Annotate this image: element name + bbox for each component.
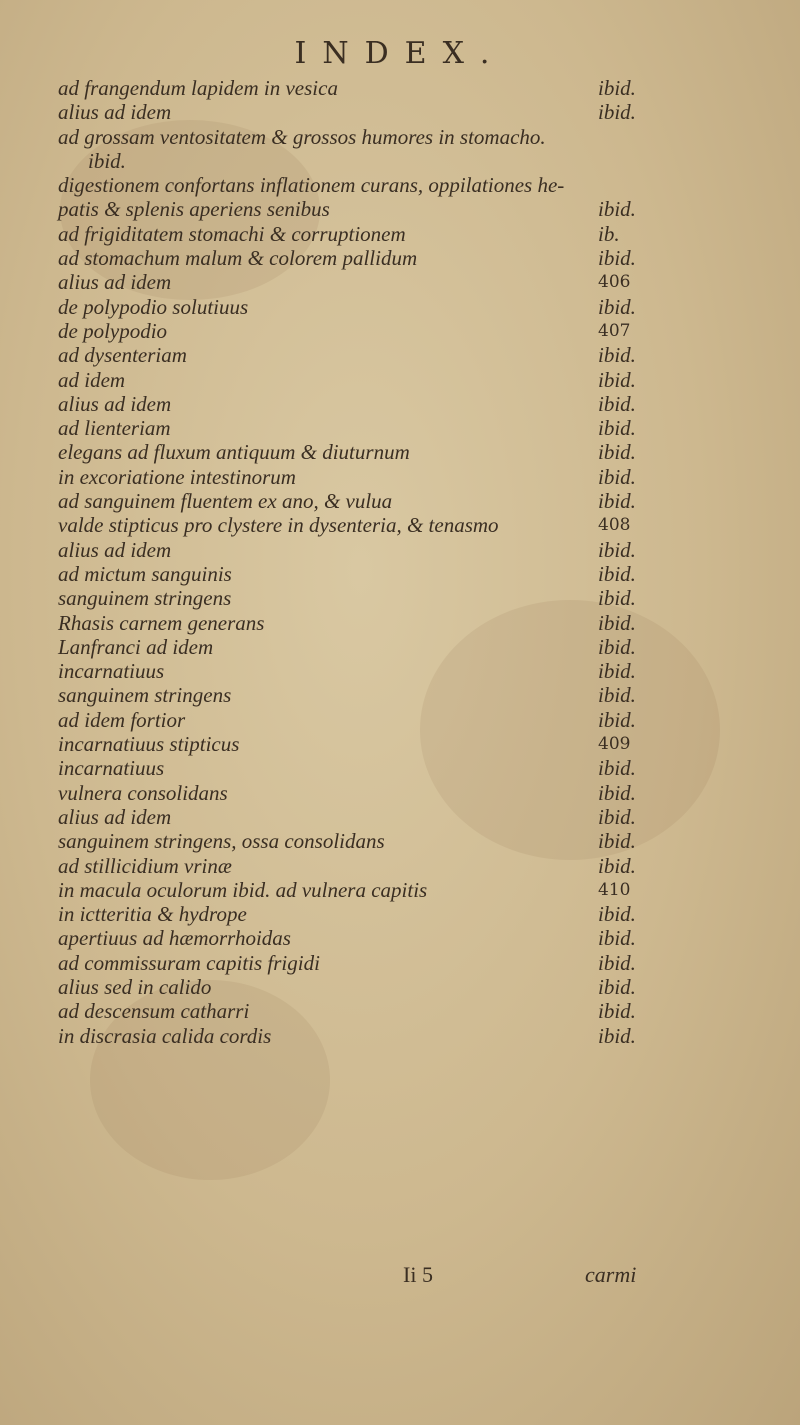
entry-text: alius ad idem bbox=[58, 100, 172, 125]
entry-text: alius ad idem bbox=[58, 391, 172, 416]
entry-text: ad commissuram capitis frigidi bbox=[58, 950, 320, 975]
entry-page-ref: 406 bbox=[598, 272, 631, 293]
index-entry bbox=[58, 732, 658, 756]
entry-page-ref: ibid. bbox=[598, 610, 636, 635]
index-entry bbox=[58, 270, 658, 294]
entry-text: ad mictum sanguinis bbox=[58, 561, 232, 586]
entry-text: ad idem fortior bbox=[58, 707, 186, 732]
entry-text: ad descensum catharri bbox=[58, 999, 250, 1024]
entry-page-ref: ibid. bbox=[598, 902, 636, 927]
entry-page-ref: ibid. bbox=[598, 999, 636, 1024]
entry-text: elegans ad fluxum antiquum & diuturnum bbox=[58, 440, 410, 465]
entry-page-ref: ibid. bbox=[598, 853, 636, 878]
entry-page-ref: ibid. bbox=[598, 974, 636, 999]
index-entry bbox=[58, 659, 658, 683]
index-entry bbox=[58, 829, 658, 853]
index-entry bbox=[58, 319, 658, 343]
index-entry bbox=[58, 368, 658, 392]
entry-text: ad idem bbox=[58, 367, 126, 392]
index-entry bbox=[58, 149, 658, 173]
index-entry bbox=[58, 999, 658, 1023]
entry-page-ref: ibid. bbox=[598, 829, 636, 854]
index-entry bbox=[58, 440, 658, 464]
entry-page-ref: ibid. bbox=[598, 634, 636, 659]
entry-page-ref: ibid. bbox=[598, 780, 636, 805]
index-entry bbox=[58, 222, 658, 246]
index-entry bbox=[58, 1024, 658, 1048]
entry-page-ref: ibid. bbox=[598, 707, 636, 732]
index-entry bbox=[58, 100, 658, 124]
entry-page-ref: ibid. bbox=[598, 804, 636, 829]
entry-page-ref: ibid. bbox=[598, 416, 636, 441]
entry-text: de polypodio bbox=[58, 318, 168, 343]
entry-page-ref: ibid. bbox=[598, 391, 636, 416]
index-entry bbox=[58, 246, 658, 270]
index-entry bbox=[58, 926, 658, 950]
entry-text: ad sanguinem fluentem ex ano, & vulua bbox=[58, 489, 393, 514]
index-entry bbox=[58, 708, 658, 732]
page-footer bbox=[0, 1262, 800, 1292]
entry-page-ref: ibid. bbox=[598, 1023, 636, 1048]
index-entry bbox=[58, 295, 658, 319]
catchword: carmi bbox=[585, 1262, 637, 1287]
index-entry bbox=[58, 805, 658, 829]
entry-page-ref: 409 bbox=[598, 734, 631, 755]
entry-page-ref: ibid. bbox=[598, 367, 636, 392]
entry-text: in excoriatione intestinorum bbox=[58, 464, 296, 489]
index-entry bbox=[58, 197, 658, 221]
index-entry bbox=[58, 76, 658, 100]
index-entry bbox=[58, 538, 658, 562]
index-entry bbox=[58, 125, 658, 149]
entry-text: alius ad idem bbox=[58, 270, 172, 295]
entry-text: ibid. bbox=[88, 148, 126, 173]
entry-text: sanguinem stringens bbox=[58, 586, 232, 611]
entry-text: ad dysenteriam bbox=[58, 343, 187, 368]
entry-text: ad frigiditatem stomachi & corruptionem bbox=[58, 221, 406, 246]
page-title: INDEX. bbox=[294, 36, 506, 71]
entry-text: ad frangendum lapidem in vesica bbox=[58, 76, 338, 100]
index-entry bbox=[58, 902, 658, 926]
entry-text: apertiuus ad hæmorrhoidas bbox=[58, 926, 291, 951]
entry-page-ref: ibid. bbox=[598, 489, 636, 514]
entry-page-ref: ibid. bbox=[598, 294, 636, 319]
entry-text: alius ad idem bbox=[58, 804, 172, 829]
entry-text: ad lienteriam bbox=[58, 416, 171, 441]
index-entry bbox=[58, 513, 658, 537]
entry-page-ref: ibid. bbox=[598, 440, 636, 465]
entry-text: patis & splenis aperiens senibus bbox=[58, 197, 330, 222]
entry-page-ref: 408 bbox=[598, 515, 631, 536]
entry-page-ref: ibid. bbox=[598, 561, 636, 586]
entry-text: in ictteritia & hydrope bbox=[58, 902, 247, 927]
entry-text: in discrasia calida cordis bbox=[58, 1023, 272, 1048]
signature-mark: Ii 5 bbox=[403, 1262, 433, 1287]
entry-text: vulnera consolidans bbox=[58, 780, 228, 805]
entry-page-ref: ibid. bbox=[598, 950, 636, 975]
entry-page-ref: 407 bbox=[598, 320, 631, 341]
index-entry bbox=[58, 343, 658, 367]
entry-page-ref: ibid. bbox=[598, 76, 636, 100]
index-entry bbox=[58, 586, 658, 610]
index-entry bbox=[58, 416, 658, 440]
index-entry bbox=[58, 854, 658, 878]
index-entry bbox=[58, 975, 658, 999]
index-entry bbox=[58, 562, 658, 586]
index-entry bbox=[58, 392, 658, 416]
index-entry bbox=[58, 465, 658, 489]
entry-text: valde stipticus pro clystere in dysenteria, & tenasmo bbox=[58, 513, 499, 538]
entry-page-ref: ibid. bbox=[598, 343, 636, 368]
index-entry bbox=[58, 878, 658, 902]
entry-page-ref: ibid. bbox=[598, 659, 636, 684]
entry-page-ref: ibid. bbox=[598, 683, 636, 708]
index-entry bbox=[58, 611, 658, 635]
index-entry bbox=[58, 489, 658, 513]
entry-text: sanguinem stringens, ossa consolidans bbox=[58, 829, 385, 854]
entry-page-ref: ibid. bbox=[598, 464, 636, 489]
entry-text: de polypodio solutiuus bbox=[58, 294, 249, 319]
index-entries bbox=[58, 76, 658, 1048]
entry-text: Rhasis carnem generans bbox=[58, 610, 265, 635]
index-entry bbox=[58, 756, 658, 780]
entry-text: incarnatiuus bbox=[58, 659, 165, 684]
entry-text: Lanfranci ad idem bbox=[58, 634, 214, 659]
entry-text: in macula oculorum ibid. ad vulnera capitis bbox=[58, 877, 428, 902]
entry-text: ad stomachum malum & colorem pallidum bbox=[58, 246, 418, 271]
index-entry bbox=[58, 951, 658, 975]
entry-text: incarnatiuus stipticus bbox=[58, 732, 240, 757]
entry-page-ref: 410 bbox=[598, 879, 631, 900]
entry-page-ref: ibid. bbox=[598, 926, 636, 951]
entry-text: ad stillicidium vrinæ bbox=[58, 853, 232, 878]
entry-text: incarnatiuus bbox=[58, 756, 165, 781]
entry-page-ref: ibid. bbox=[598, 100, 636, 125]
entry-page-ref: ibid. bbox=[598, 756, 636, 781]
entry-text: alius ad idem bbox=[58, 537, 172, 562]
entry-text: ad grossam ventositatem & grossos humores in stomacho. bbox=[58, 124, 546, 149]
index-entry bbox=[58, 781, 658, 805]
entry-text: sanguinem stringens bbox=[58, 683, 232, 708]
index-entry bbox=[58, 683, 658, 707]
index-entry bbox=[58, 173, 658, 197]
entry-page-ref: ibid. bbox=[598, 197, 636, 222]
entry-page-ref: ibid. bbox=[598, 537, 636, 562]
entry-page-ref: ibid. bbox=[598, 586, 636, 611]
entry-page-ref: ibid. bbox=[598, 246, 636, 271]
entry-text: digestionem confortans inflationem curans, oppilationes he- bbox=[58, 173, 565, 198]
entry-page-ref: ib. bbox=[598, 221, 620, 246]
index-entry bbox=[58, 635, 658, 659]
entry-text: alius sed in calido bbox=[58, 974, 212, 999]
